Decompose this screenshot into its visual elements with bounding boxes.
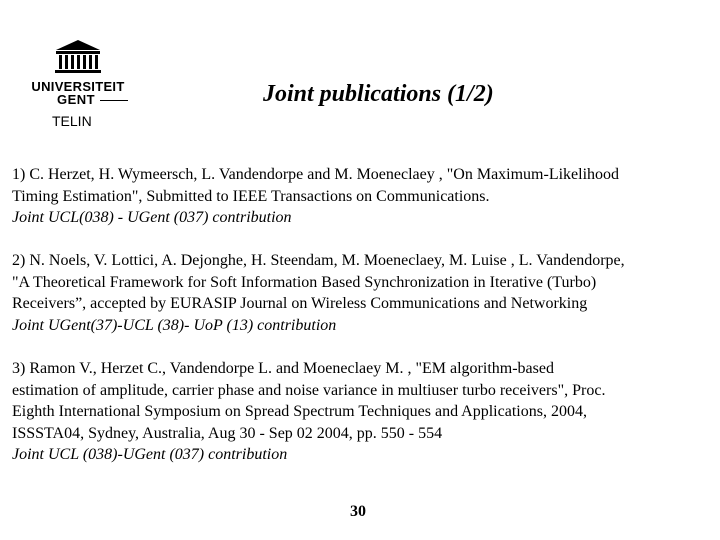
publication-line: "A Theoretical Framework for Soft Information Based Synchronization in Iterative (Turbo) (12, 273, 597, 291)
publication-line: Eighth International Symposium on Spread Spectrum Techniques and Applications, 2004, (12, 403, 587, 421)
publication-line: Receivers”, accepted by EURASIP Journal on Wireless Communications and Networking (12, 295, 588, 313)
publication-entry-1 (12, 164, 712, 229)
university-logo (22, 38, 134, 130)
slide-title: Joint publications (1/2) (263, 81, 494, 107)
university-building-icon (52, 38, 104, 76)
publication-entry-2 (12, 250, 712, 336)
publication-contribution: Joint UGent(37)-UCL (38)- UoP (13) contribution (12, 316, 337, 334)
logo-rule (100, 100, 128, 101)
publication-line: Timing Estimation", Submitted to IEEE Transactions on Communications. (12, 187, 490, 205)
university-city: GENT (57, 92, 96, 107)
page-number: 30 (350, 503, 366, 520)
publication-line: 3) Ramon V., Herzet C., Vandendorpe L. and Moeneclaey M. , "EM algorithm-based (12, 360, 554, 377)
publication-line: ISSSTA04, Sydney, Australia, Aug 30 - Sep 02 2004, pp. 550 - 554 (12, 424, 443, 442)
publication-entry-3 (12, 358, 712, 466)
publication-line: 2) N. Noels, V. Lottici, A. Dejonghe, H. Steendam, M. Moeneclaey, M. Luise , L. Vandendorpe, (12, 252, 625, 269)
department-label: TELIN (52, 113, 92, 129)
university-name: UNIVERSITEIT (31, 79, 125, 94)
publication-line: estimation of amplitude, carrier phase and noise variance in multiuser turbo receivers", Proc. (12, 381, 606, 399)
publication-contribution: Joint UCL(038) - UGent (037) contribution (12, 209, 292, 227)
publication-contribution: Joint UCL (038)-UGent (037) contribution (12, 446, 288, 464)
publication-line: 1) C. Herzet, H. Wymeersch, L. Vandendorpe and M. Moeneclaey , "On Maximum-Likelihood (12, 166, 620, 183)
